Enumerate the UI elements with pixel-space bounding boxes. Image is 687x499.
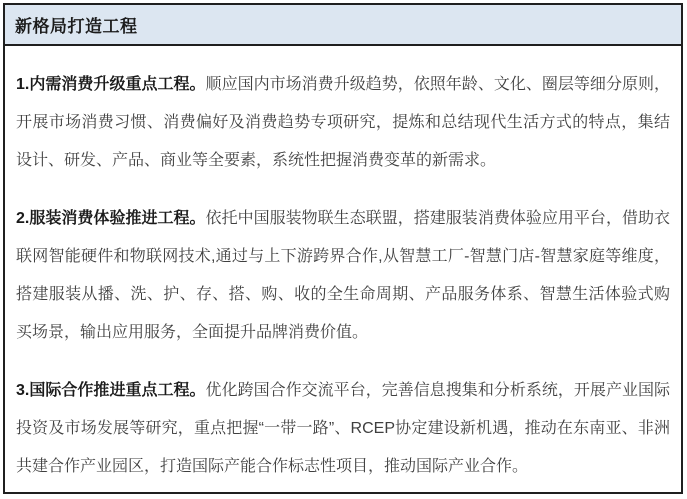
paragraph-1-lead: 1.内需消费升级重点工程。 [16,76,206,93]
project-table [3,3,683,494]
table-body [5,46,681,486]
paragraph-domestic-consumption [16,66,670,180]
table-header [5,5,681,46]
paragraph-2-lead: 2.服装消费体验推进工程。 [16,210,206,227]
paragraph-2-body: 依托中国服装物联生态联盟，搭建服装消费体验应用平台，借助衣联网智能硬件和物联网技术,通过与上下游跨界合作,从智慧工厂-智慧门店-智慧家庭等维度，搭建服装从播、洗、护、存、搭、购、收的全生命周期、产品服务体系、智慧生活体验式购买场景，输出应用服务，全面提升品牌消费价值。 [16,210,670,341]
paragraph-3-lead: 3.国际合作推进重点工程。 [16,382,206,399]
paragraph-apparel-experience [16,200,670,352]
table-header-title: 新格局打造工程 [15,17,138,36]
paragraph-1-body: 顺应国内市场消费升级趋势，依照年龄、文化、圈层等细分原则，开展市场消费习惯、消费偏好及消费趋势专项研究，提炼和总结现代生活方式的特点，集结设计、研发、产品、商业等全要素，系统性把握消费变革的新需求。 [16,76,670,169]
paragraph-international-cooperation [16,372,670,486]
paragraph-3-body: 优化跨国合作交流平台，完善信息搜集和分析系统，开展产业国际投资及市场发展等研究，重点把握“一带一路”、RCEP协定建设新机遇，推动在东南亚、非洲共建合作产业园区，打造国际产能合作标志性项目，推动国际产业合作。 [16,382,670,475]
